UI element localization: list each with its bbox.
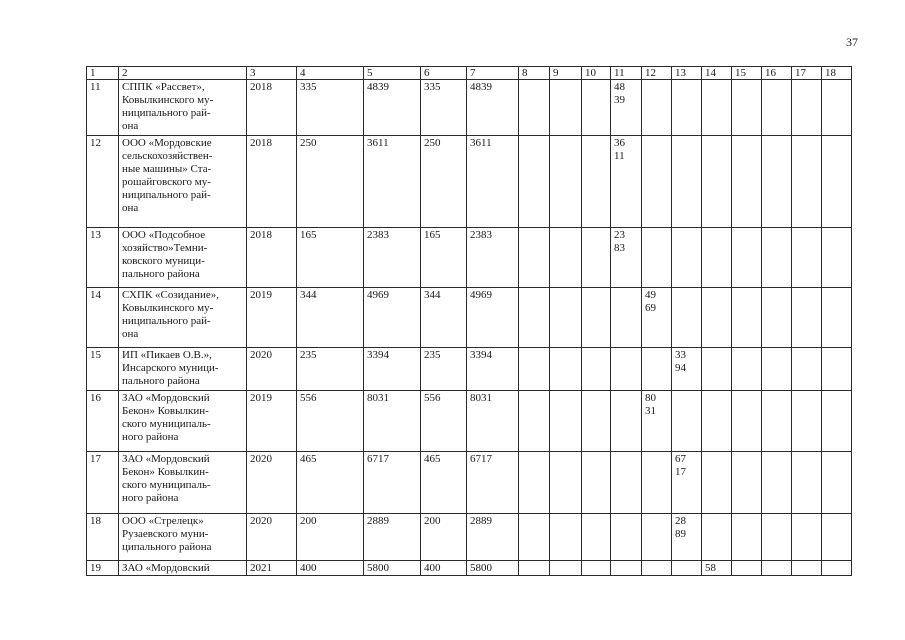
header-cell: 14 [702, 67, 732, 80]
table-cell: 5800 [467, 561, 519, 576]
table-cell: 250 [421, 136, 467, 228]
table-row [87, 288, 852, 348]
table-cell [732, 561, 762, 576]
table-cell [642, 561, 672, 576]
table-cell [822, 514, 852, 561]
table-cell: 4969 [467, 288, 519, 348]
table-cell: 3394 [467, 348, 519, 391]
table-cell [702, 136, 732, 228]
table-cell [582, 288, 611, 348]
table-cell: 80 31 [642, 391, 672, 452]
table-cell [672, 136, 702, 228]
table-row [87, 561, 852, 576]
table-cell [642, 136, 672, 228]
table-cell: 3394 [364, 348, 421, 391]
table-cell [792, 228, 822, 288]
table-cell [642, 228, 672, 288]
table-cell [822, 136, 852, 228]
header-cell: 15 [732, 67, 762, 80]
table-cell [702, 348, 732, 391]
table-cell [642, 80, 672, 136]
header-cell: 4 [297, 67, 364, 80]
table-cell [792, 514, 822, 561]
table-cell [582, 228, 611, 288]
table-cell [550, 452, 582, 514]
table-cell: 18 [87, 514, 119, 561]
table-cell [822, 80, 852, 136]
table-cell: 4839 [467, 80, 519, 136]
table-cell: 2020 [247, 514, 297, 561]
table-cell [792, 288, 822, 348]
table-cell [702, 288, 732, 348]
table-cell [702, 80, 732, 136]
table-cell: 2018 [247, 228, 297, 288]
header-cell: 18 [822, 67, 852, 80]
table-cell [642, 348, 672, 391]
table-cell [582, 348, 611, 391]
table-header-row [87, 67, 852, 80]
document-table [86, 66, 852, 576]
table-cell [702, 228, 732, 288]
header-cell: 3 [247, 67, 297, 80]
table-row [87, 514, 852, 561]
table-cell [550, 228, 582, 288]
table-cell: 2889 [467, 514, 519, 561]
table-cell [519, 288, 550, 348]
table-row [87, 136, 852, 228]
table-cell: 6717 [364, 452, 421, 514]
table-cell [611, 288, 642, 348]
table-cell [822, 391, 852, 452]
table-cell: 200 [421, 514, 467, 561]
organization-cell: ЗАО «Мордовский [119, 561, 247, 576]
table-cell: 19 [87, 561, 119, 576]
table-cell [732, 80, 762, 136]
table-cell: 335 [297, 80, 364, 136]
table-cell: 67 17 [672, 452, 702, 514]
table-cell: 344 [297, 288, 364, 348]
header-cell: 1 [87, 67, 119, 80]
table-cell: 14 [87, 288, 119, 348]
header-cell: 9 [550, 67, 582, 80]
table-cell [519, 228, 550, 288]
table-cell: 400 [297, 561, 364, 576]
header-cell: 11 [611, 67, 642, 80]
table-cell: 13 [87, 228, 119, 288]
table-cell [550, 348, 582, 391]
table-cell [550, 561, 582, 576]
table-cell: 235 [297, 348, 364, 391]
page-number: 37 [846, 35, 858, 49]
table-cell [762, 514, 792, 561]
organization-cell: СХПК «Созидание», Ковылкинского му- ниципального рай- она [119, 288, 247, 348]
table-cell [822, 228, 852, 288]
organization-cell: ЗАО «Мордовский Бекон» Ковылкин- ского муниципаль- ного района [119, 391, 247, 452]
table-row [87, 228, 852, 288]
table-cell: 2020 [247, 452, 297, 514]
organization-cell: ЗАО «Мордовский Бекон» Ковылкин- ского муниципаль- ного района [119, 452, 247, 514]
table-cell [550, 288, 582, 348]
table-cell [519, 348, 550, 391]
table-row [87, 348, 852, 391]
table-body [87, 67, 852, 576]
table-cell: 17 [87, 452, 119, 514]
table-cell [762, 452, 792, 514]
table-cell [519, 80, 550, 136]
table-cell: 400 [421, 561, 467, 576]
table-cell: 8031 [364, 391, 421, 452]
table-cell [762, 80, 792, 136]
table-cell: 3611 [364, 136, 421, 228]
table-cell: 12 [87, 136, 119, 228]
table-cell: 556 [297, 391, 364, 452]
table-cell [762, 228, 792, 288]
table-cell [792, 452, 822, 514]
header-cell: 10 [582, 67, 611, 80]
table-cell [672, 288, 702, 348]
organization-cell: ООО «Стрелецк» Рузаевского муни- ципального района [119, 514, 247, 561]
table-row [87, 452, 852, 514]
table-cell: 16 [87, 391, 119, 452]
table-cell [582, 514, 611, 561]
table-cell [550, 136, 582, 228]
table-row [87, 80, 852, 136]
table-cell [642, 452, 672, 514]
table-cell [642, 514, 672, 561]
table-cell: 3611 [467, 136, 519, 228]
header-cell: 16 [762, 67, 792, 80]
table-cell: 5800 [364, 561, 421, 576]
table-cell: 6717 [467, 452, 519, 514]
table-cell [582, 391, 611, 452]
table-cell [550, 514, 582, 561]
table-cell: 2018 [247, 136, 297, 228]
table-cell [822, 561, 852, 576]
table-cell [582, 136, 611, 228]
table-cell: 344 [421, 288, 467, 348]
table-cell [732, 514, 762, 561]
table-cell [672, 80, 702, 136]
table-cell: 465 [421, 452, 467, 514]
table-cell: 465 [297, 452, 364, 514]
header-cell: 7 [467, 67, 519, 80]
table-cell: 8031 [467, 391, 519, 452]
table-cell [822, 348, 852, 391]
table-cell: 2019 [247, 391, 297, 452]
header-cell: 12 [642, 67, 672, 80]
table-cell: 200 [297, 514, 364, 561]
table-cell [732, 136, 762, 228]
table-cell: 23 83 [611, 228, 642, 288]
table-cell [519, 136, 550, 228]
table-cell: 15 [87, 348, 119, 391]
organization-cell: СППК «Рассвет», Ковылкинского му- ниципального рай- она [119, 80, 247, 136]
table-cell: 4969 [364, 288, 421, 348]
table-cell: 36 11 [611, 136, 642, 228]
table-cell [732, 348, 762, 391]
header-cell: 6 [421, 67, 467, 80]
table-cell [702, 452, 732, 514]
table-cell [702, 391, 732, 452]
table-cell: 165 [421, 228, 467, 288]
table-cell [702, 514, 732, 561]
organization-cell: ООО «Подсобное хозяйство»Темни- ковского муници- пального района [119, 228, 247, 288]
table-cell [792, 391, 822, 452]
table-cell [582, 452, 611, 514]
table-cell: 235 [421, 348, 467, 391]
table-cell [732, 228, 762, 288]
table-cell [672, 391, 702, 452]
organization-cell: ООО «Мордовские сельскохозяйствен- ные машины» Ста- рошайговского му- ниципального рай- она [119, 136, 247, 228]
table-cell [732, 452, 762, 514]
table-cell [582, 80, 611, 136]
header-cell: 17 [792, 67, 822, 80]
table-cell [762, 391, 792, 452]
table-cell [762, 288, 792, 348]
table-cell: 11 [87, 80, 119, 136]
table-cell: 250 [297, 136, 364, 228]
header-cell: 2 [119, 67, 247, 80]
table-cell: 33 94 [672, 348, 702, 391]
table-cell: 2383 [467, 228, 519, 288]
table-cell [611, 452, 642, 514]
table-cell [519, 561, 550, 576]
table-cell: 2889 [364, 514, 421, 561]
table-cell [762, 561, 792, 576]
table-cell: 2019 [247, 288, 297, 348]
table-cell [822, 452, 852, 514]
table-cell [732, 288, 762, 348]
table-cell [519, 514, 550, 561]
table-cell [519, 391, 550, 452]
table-cell: 165 [297, 228, 364, 288]
table-cell [762, 348, 792, 391]
table-cell: 48 39 [611, 80, 642, 136]
table-cell [611, 348, 642, 391]
table-cell [792, 80, 822, 136]
organization-cell: ИП «Пикаев О.В.», Инсарского муници- пального района [119, 348, 247, 391]
table-cell [672, 561, 702, 576]
table-cell: 4839 [364, 80, 421, 136]
table-cell [792, 348, 822, 391]
header-cell: 13 [672, 67, 702, 80]
table-cell [550, 80, 582, 136]
table-cell: 2021 [247, 561, 297, 576]
table-cell [792, 136, 822, 228]
table-cell [822, 288, 852, 348]
table-cell [611, 514, 642, 561]
table-cell: 335 [421, 80, 467, 136]
table-cell [792, 561, 822, 576]
table-cell [762, 136, 792, 228]
table-cell [611, 391, 642, 452]
table-cell [582, 561, 611, 576]
table-row [87, 391, 852, 452]
header-cell: 8 [519, 67, 550, 80]
table-cell: 2020 [247, 348, 297, 391]
table-cell [732, 391, 762, 452]
table-cell [519, 452, 550, 514]
table-cell: 58 [702, 561, 732, 576]
table-cell: 2383 [364, 228, 421, 288]
table-cell [611, 561, 642, 576]
table-cell: 49 69 [642, 288, 672, 348]
table-cell: 556 [421, 391, 467, 452]
table-cell [672, 228, 702, 288]
table-cell: 28 89 [672, 514, 702, 561]
header-cell: 5 [364, 67, 421, 80]
table-cell [550, 391, 582, 452]
table-cell: 2018 [247, 80, 297, 136]
